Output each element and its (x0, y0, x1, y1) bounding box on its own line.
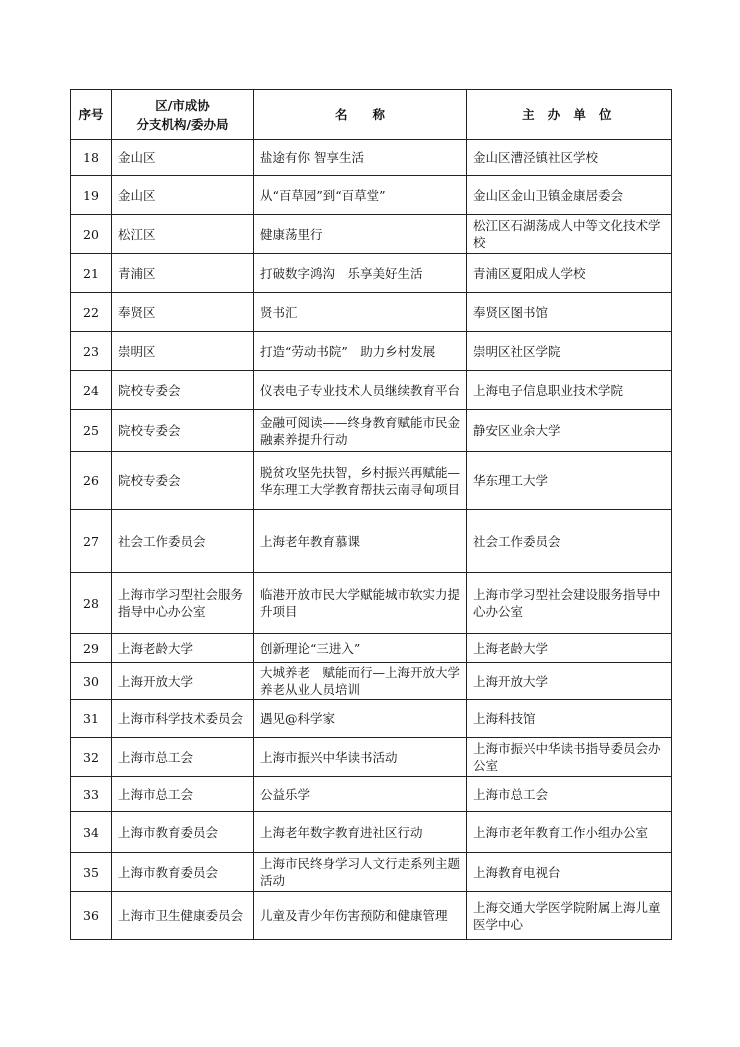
cell-no: 20 (71, 215, 112, 254)
cell-host: 华东理工大学 (467, 452, 672, 510)
cell-name: 脱贫攻坚先扶智，乡村振兴再赋能—华东理工大学教育帮扶云南寻甸项目 (254, 452, 467, 510)
cell-no: 32 (71, 738, 112, 777)
header-host: 主 办 单 位 (467, 90, 672, 140)
table-row (71, 332, 672, 371)
cell-host: 上海开放大学 (467, 663, 672, 700)
cell-host: 上海市振兴中华读书指导委员会办公室 (467, 738, 672, 777)
cell-no: 19 (71, 176, 112, 215)
table-row (71, 140, 672, 176)
cell-org: 金山区 (112, 140, 254, 176)
table-row (71, 452, 672, 510)
cell-no: 25 (71, 410, 112, 452)
table-row (71, 254, 672, 293)
cell-no: 27 (71, 510, 112, 573)
cell-org: 院校专委会 (112, 410, 254, 452)
cell-name: 贤书汇 (254, 293, 467, 332)
cell-org: 松江区 (112, 215, 254, 254)
cell-no: 23 (71, 332, 112, 371)
cell-name: 从“百草园”到“百草堂” (254, 176, 467, 215)
cell-no: 26 (71, 452, 112, 510)
table-row (71, 853, 672, 892)
table-row (71, 573, 672, 634)
cell-name: 金融可阅读——终身教育赋能市民金融素养提升行动 (254, 410, 467, 452)
table-row (71, 738, 672, 777)
cell-name: 上海老年教育慕课 (254, 510, 467, 573)
cell-host: 上海市总工会 (467, 777, 672, 812)
cell-org: 青浦区 (112, 254, 254, 293)
cell-name: 创新理论“三进入” (254, 634, 467, 663)
cell-no: 21 (71, 254, 112, 293)
cell-host: 静安区业余大学 (467, 410, 672, 452)
cell-name: 上海市民终身学习人文行走系列主题活动 (254, 853, 467, 892)
cell-name: 上海老年数字教育进社区行动 (254, 812, 467, 853)
cell-org: 上海市科学技术委员会 (112, 700, 254, 738)
cell-org: 奉贤区 (112, 293, 254, 332)
header-org: 区/市成协 分支机构/委办局 (112, 90, 254, 140)
cell-host: 社会工作委员会 (467, 510, 672, 573)
cell-org: 金山区 (112, 176, 254, 215)
cell-org: 上海开放大学 (112, 663, 254, 700)
cell-name: 大城养老 赋能而行—上海开放大学养老从业人员培训 (254, 663, 467, 700)
cell-org: 上海市总工会 (112, 777, 254, 812)
cell-name: 打破数字鸿沟 乐享美好生活 (254, 254, 467, 293)
table-row (71, 777, 672, 812)
cell-no: 31 (71, 700, 112, 738)
cell-no: 34 (71, 812, 112, 853)
cell-no: 28 (71, 573, 112, 634)
cell-host: 上海科技馆 (467, 700, 672, 738)
cell-org: 上海老龄大学 (112, 634, 254, 663)
cell-name: 上海市振兴中华读书活动 (254, 738, 467, 777)
table-header (71, 90, 672, 140)
cell-host: 上海市学习型社会建设服务指导中心办公室 (467, 573, 672, 634)
table-row (71, 293, 672, 332)
cell-name: 公益乐学 (254, 777, 467, 812)
cell-host: 上海教育电视台 (467, 853, 672, 892)
table-row (71, 215, 672, 254)
table-row (71, 410, 672, 452)
cell-name: 儿童及青少年伤害预防和健康管理 (254, 892, 467, 940)
cell-org: 上海市教育委员会 (112, 853, 254, 892)
cell-no: 29 (71, 634, 112, 663)
cell-org: 院校专委会 (112, 452, 254, 510)
cell-org: 上海市总工会 (112, 738, 254, 777)
cell-host: 松江区石湖荡成人中等文化技术学校 (467, 215, 672, 254)
table-row (71, 812, 672, 853)
cell-org: 社会工作委员会 (112, 510, 254, 573)
cell-no: 33 (71, 777, 112, 812)
header-name: 名 称 (254, 90, 467, 140)
cell-host: 崇明区社区学院 (467, 332, 672, 371)
cell-host: 上海老龄大学 (467, 634, 672, 663)
table-row (71, 892, 672, 940)
cell-host: 上海市老年教育工作小组办公室 (467, 812, 672, 853)
table-row (71, 700, 672, 738)
table-row (71, 663, 672, 700)
cell-org: 上海市学习型社会服务指导中心办公室 (112, 573, 254, 634)
cell-org: 上海市教育委员会 (112, 812, 254, 853)
cell-no: 22 (71, 293, 112, 332)
table-row (71, 510, 672, 573)
cell-host: 金山区金山卫镇金康居委会 (467, 176, 672, 215)
cell-name: 盐途有你 智享生活 (254, 140, 467, 176)
cell-name: 打造“劳动书院” 助力乡村发展 (254, 332, 467, 371)
cell-no: 35 (71, 853, 112, 892)
header-seq: 序号 (71, 90, 112, 140)
cell-name: 临港开放市民大学赋能城市软实力提升项目 (254, 573, 467, 634)
cell-no: 18 (71, 140, 112, 176)
table-row (71, 176, 672, 215)
cell-no: 36 (71, 892, 112, 940)
cell-host: 上海电子信息职业技术学院 (467, 371, 672, 410)
cell-name: 遇见@科学家 (254, 700, 467, 738)
cell-host: 上海交通大学医学院附属上海儿童医学中心 (467, 892, 672, 940)
cell-name: 健康荡里行 (254, 215, 467, 254)
cell-host: 青浦区夏阳成人学校 (467, 254, 672, 293)
project-table (70, 89, 672, 940)
cell-org: 院校专委会 (112, 371, 254, 410)
cell-no: 30 (71, 663, 112, 700)
table-row (71, 634, 672, 663)
cell-host: 金山区漕泾镇社区学校 (467, 140, 672, 176)
cell-name: 仪表电子专业技术人员继续教育平台 (254, 371, 467, 410)
cell-host: 奉贤区图书馆 (467, 293, 672, 332)
cell-org: 上海市卫生健康委员会 (112, 892, 254, 940)
cell-org: 崇明区 (112, 332, 254, 371)
table-row (71, 371, 672, 410)
cell-no: 24 (71, 371, 112, 410)
